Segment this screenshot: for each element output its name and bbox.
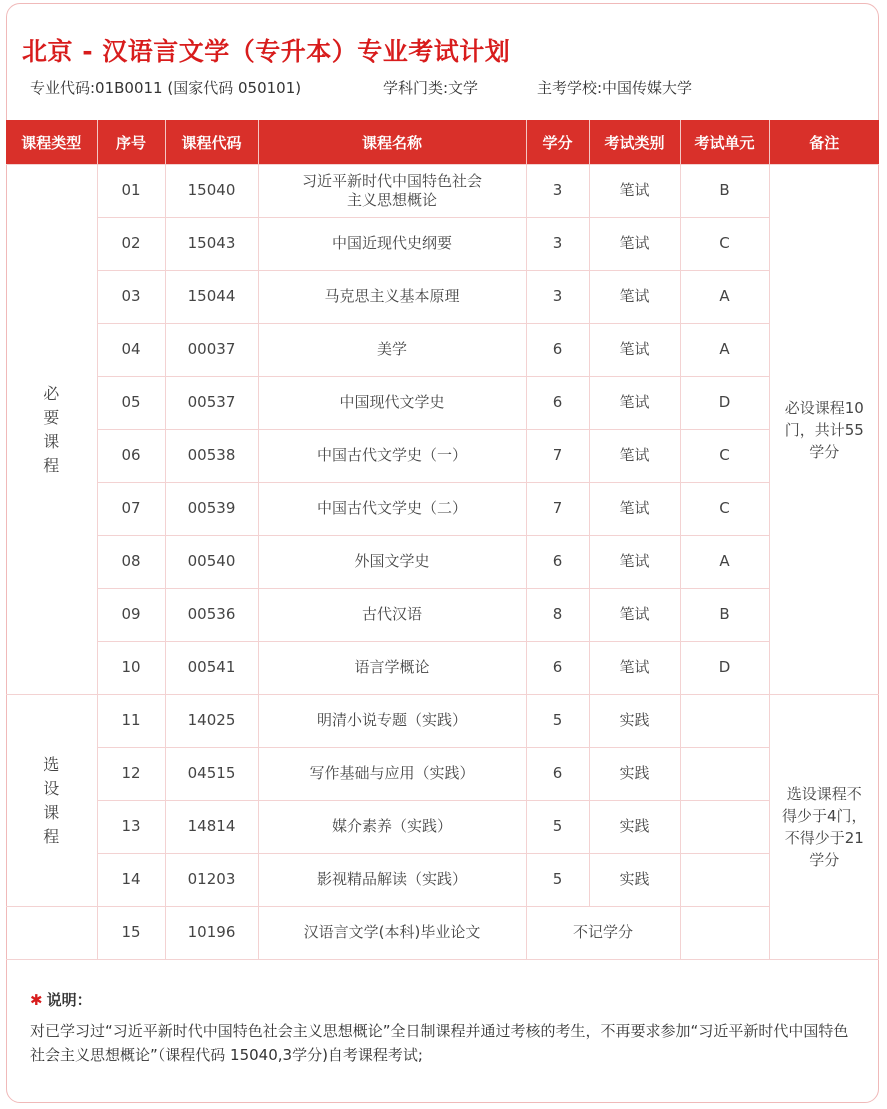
credit-cell: 6: [526, 324, 589, 377]
name-cell: 习近平新时代中国特色社会主义思想概论: [258, 165, 526, 218]
code-cell: 14814: [165, 801, 258, 854]
unit-cell: [680, 907, 769, 960]
course-type-label: 必要课程: [43, 383, 60, 475]
credit-cell: 6: [526, 377, 589, 430]
exam-type-cell: 笔试: [589, 642, 680, 695]
exam-type-cell: 笔试: [589, 589, 680, 642]
code-cell: 00536: [165, 589, 258, 642]
credit-cell: 5: [526, 801, 589, 854]
code-cell: 00537: [165, 377, 258, 430]
code-cell: 00541: [165, 642, 258, 695]
credit-cell: 5: [526, 854, 589, 907]
exam-type-cell: 实践: [589, 748, 680, 801]
unit-cell: C: [680, 483, 769, 536]
unit-cell: D: [680, 642, 769, 695]
credit-cell: 7: [526, 430, 589, 483]
code-cell: 01203: [165, 854, 258, 907]
header-code: 课程代码: [165, 120, 258, 165]
header-exam-type: 考试类别: [589, 120, 680, 165]
seq-cell: 05: [97, 377, 165, 430]
code-cell: 15040: [165, 165, 258, 218]
seq-cell: 03: [97, 271, 165, 324]
unit-cell: [680, 748, 769, 801]
unit-cell: A: [680, 536, 769, 589]
header-exam-unit: 考试单元: [680, 120, 769, 165]
name-cell: 影视精品解读（实践）: [258, 854, 526, 907]
table-row: [6, 377, 879, 430]
unit-cell: C: [680, 218, 769, 271]
remark-elective: [769, 695, 879, 960]
credit-cell: 3: [526, 271, 589, 324]
credit-cell: 3: [526, 165, 589, 218]
header-remark: 备注: [769, 120, 879, 165]
code-cell: 15043: [165, 218, 258, 271]
name-cell: 中国近现代史纲要: [258, 218, 526, 271]
credit-cell: 5: [526, 695, 589, 748]
header-credit: 学分: [526, 120, 589, 165]
seq-cell: 15: [97, 907, 165, 960]
name-cell: 中国现代文学史: [258, 377, 526, 430]
seq-cell: 02: [97, 218, 165, 271]
course-type-label: 选设课程: [43, 754, 60, 846]
exam-type-cell: 笔试: [589, 536, 680, 589]
table-row: [6, 801, 879, 854]
name-cell: 中国古代文学史（二）: [258, 483, 526, 536]
name-cell: 媒介素养（实践）: [258, 801, 526, 854]
seq-cell: 11: [97, 695, 165, 748]
credit-cell: 7: [526, 483, 589, 536]
table-row: [6, 854, 879, 907]
table-row: [6, 589, 879, 642]
credit-cell: 6: [526, 536, 589, 589]
code-cell: 00540: [165, 536, 258, 589]
remark-required: [769, 165, 879, 695]
code-cell: 10196: [165, 907, 258, 960]
table-header: [6, 120, 879, 165]
exam-type-cell: 实践: [589, 801, 680, 854]
name-cell: 外国文学史: [258, 536, 526, 589]
seq-cell: 09: [97, 589, 165, 642]
table-row: [6, 271, 879, 324]
remark-text: 必设课程10门，共计55学分: [784, 398, 864, 461]
code-cell: 15044: [165, 271, 258, 324]
page-title: 北京 - 汉语言文学（专升本）专业考试计划: [22, 37, 511, 66]
name-cell: 明清小说专题（实践）: [258, 695, 526, 748]
seq-cell: 07: [97, 483, 165, 536]
name-cell: 美学: [258, 324, 526, 377]
major-code: 专业代码:01B0011 (国家代码 050101): [30, 79, 302, 97]
exam-type-cell: 实践: [589, 695, 680, 748]
unit-cell: C: [680, 430, 769, 483]
notes-text: 对已学习过“习近平新时代中国特色社会主义思想概论”全日制课程并通过考核的考生，不再要求参加“习近平新时代中国特色社会主义思想概论”（课程代码 15040,3学分)自考课程考试;: [30, 1022, 849, 1064]
host-school: 主考学校:中国传媒大学: [537, 79, 693, 97]
exam-type-cell: 笔试: [589, 218, 680, 271]
unit-cell: B: [680, 589, 769, 642]
code-cell: 00037: [165, 324, 258, 377]
unit-cell: A: [680, 271, 769, 324]
exam-type-cell: 笔试: [589, 271, 680, 324]
table-row: [6, 483, 879, 536]
name-cell: 写作基础与应用（实践）: [258, 748, 526, 801]
table-row: [6, 695, 879, 748]
credit-cell: 6: [526, 748, 589, 801]
table-row: [6, 165, 879, 218]
course-type-empty: [6, 907, 97, 960]
header-name: 课程名称: [258, 120, 526, 165]
name-cell: 中国古代文学史（一）: [258, 430, 526, 483]
table-row: [6, 218, 879, 271]
seq-cell: 14: [97, 854, 165, 907]
exam-type-cell: 笔试: [589, 165, 680, 218]
credit-cell: 6: [526, 642, 589, 695]
table-row: [6, 907, 879, 960]
unit-cell: [680, 801, 769, 854]
seq-cell: 08: [97, 536, 165, 589]
seq-cell: 12: [97, 748, 165, 801]
credit-cell: 8: [526, 589, 589, 642]
asterisk-icon: ✱: [30, 991, 43, 1009]
exam-type-cell: 笔试: [589, 377, 680, 430]
course-type-required: [6, 165, 97, 695]
unit-cell: B: [680, 165, 769, 218]
seq-cell: 06: [97, 430, 165, 483]
subject-category: 学科门类:文学: [383, 79, 479, 97]
name-cell: 汉语言文学(本科)毕业论文: [258, 907, 526, 960]
exam-plan-table: [6, 120, 879, 960]
credit-cell: 不记学分: [526, 907, 680, 960]
credit-cell: 3: [526, 218, 589, 271]
table-row: [6, 748, 879, 801]
header-seq: 序号: [97, 120, 165, 165]
exam-type-cell: 笔试: [589, 430, 680, 483]
course-type-elective: [6, 695, 97, 907]
code-cell: 00538: [165, 430, 258, 483]
unit-cell: [680, 695, 769, 748]
exam-type-cell: 实践: [589, 854, 680, 907]
name-cell: 古代汉语: [258, 589, 526, 642]
remark-text: 选设课程不得少于4门，不得少于21学分: [781, 785, 867, 869]
table-row: [6, 536, 879, 589]
header-course-type: 课程类型: [6, 120, 97, 165]
unit-cell: A: [680, 324, 769, 377]
table-row: [6, 324, 879, 377]
notes-heading: ✱ 说明：: [30, 991, 92, 1009]
seq-cell: 13: [97, 801, 165, 854]
seq-cell: 04: [97, 324, 165, 377]
unit-cell: D: [680, 377, 769, 430]
name-cell: 语言学概论: [258, 642, 526, 695]
table-row: [6, 430, 879, 483]
code-cell: 04515: [165, 748, 258, 801]
unit-cell: [680, 854, 769, 907]
exam-type-cell: 笔试: [589, 483, 680, 536]
table-row: [6, 642, 879, 695]
seq-cell: 01: [97, 165, 165, 218]
exam-type-cell: 笔试: [589, 324, 680, 377]
seq-cell: 10: [97, 642, 165, 695]
name-cell: 马克思主义基本原理: [258, 271, 526, 324]
code-cell: 00539: [165, 483, 258, 536]
code-cell: 14025: [165, 695, 258, 748]
